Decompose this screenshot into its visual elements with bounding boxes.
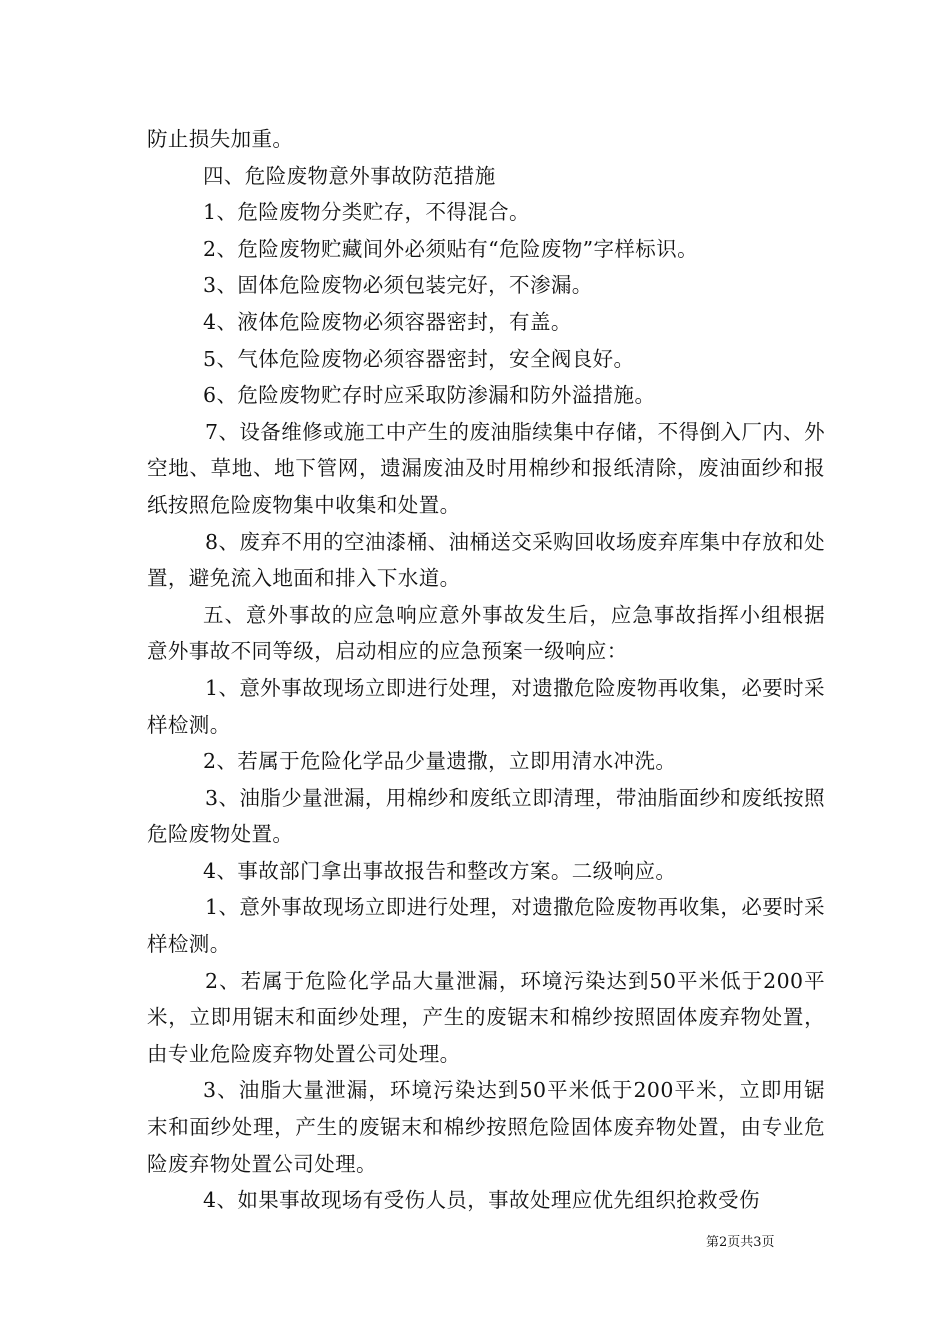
list-item: 2、若属于危险化学品少量遗撒，立即用清水冲洗。	[203, 749, 677, 774]
list-item: 2、若属于危险化学品大量泄漏，环境污染达到50平米低于200平米，立即用锯末和面纱处理，产生的废锯末和棉纱按照固体废弃物处置，由专业危险废弃物处置公司处理。	[147, 968, 825, 1066]
list-item: 7、设备维修或施工中产生的废油脂续集中存储，不得倒入厂内、外空地、草地、地下管网，遗漏废油及时用棉纱和报纸清除，废油面纱和报纸按照危险废物集中收集和处置。	[147, 419, 825, 517]
list-item: 3、固体危险废物必须包装完好，不渗漏。	[203, 273, 593, 298]
list-item: 4、事故部门拿出事故报告和整改方案。二级响应。	[203, 858, 677, 883]
section-heading: 五、意外事故的应急响应意外事故发生后，应急事故指挥小组根据意外事故不同等级，启动相应的应急预案一级响应：	[147, 602, 825, 664]
list-item: 3、油脂少量泄漏，用棉纱和废纸立即清理，带油脂面纱和废纸按照危险废物处置。	[147, 785, 825, 847]
list-item: 5、气体危险废物必须容器密封，安全阀良好。	[203, 346, 635, 371]
list-item: 3、油脂大量泄漏，环境污染达到50平米低于200平米，立即用锯末和面纱处理，产生的废锯末和棉纱按照危险固体废弃物处置，由专业危险废弃物处置公司处理。	[147, 1078, 825, 1176]
list-item: 2、危险废物贮藏间外必须贴有“危险废物”字样标识。	[203, 236, 699, 261]
list-item: 1、意外事故现场立即进行处理，对遗撒危险废物再收集，必要时采样检测。	[147, 895, 825, 957]
page-number: 第2页共3页	[706, 1235, 775, 1250]
list-item: 4、如果事故现场有受伤人员，事故处理应优先组织抢救受伤	[203, 1188, 760, 1213]
document-body	[147, 121, 825, 1219]
list-item: 4、液体危险废物必须容器密封，有盖。	[203, 309, 572, 334]
list-item: 1、危险废物分类贮存，不得混合。	[203, 200, 530, 225]
paragraph: 防止损失加重。	[147, 127, 294, 151]
list-item: 1、意外事故现场立即进行处理，对遗撒危险废物再收集，必要时采样检测。	[147, 675, 825, 737]
list-item: 6、危险废物贮存时应采取防渗漏和防外溢措施。	[203, 383, 656, 408]
list-item: 8、废弃不用的空油漆桶、油桶送交采购回收场废弃库集中存放和处置，避免流入地面和排入下水道。	[147, 529, 825, 591]
section-heading: 四、危险废物意外事故防范措施	[203, 163, 496, 188]
